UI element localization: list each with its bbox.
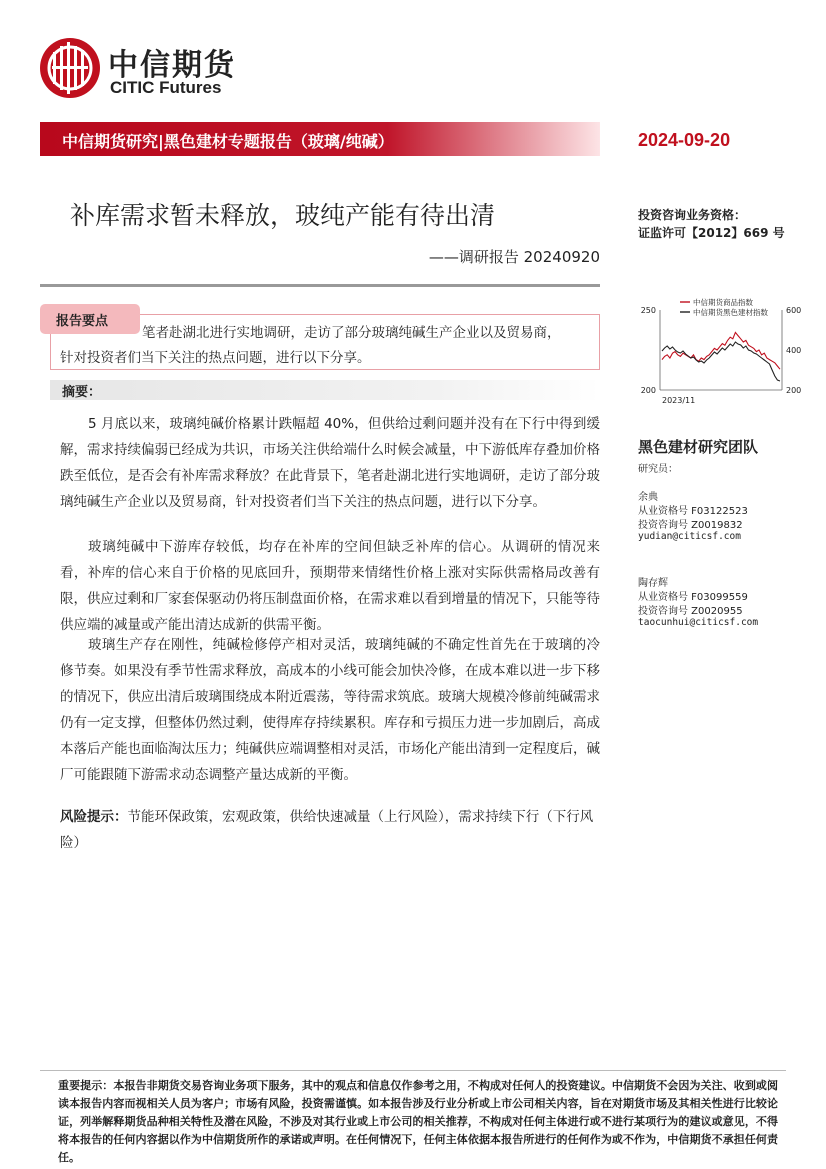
abstract-header	[50, 380, 600, 400]
key-points-line-1: 笔者赴湖北进行实地调研，走访了部分玻璃纯碱生产企业以及贸易商，	[142, 325, 561, 341]
researcher-1-advisory: 投资咨询号 Z0019832	[638, 520, 743, 531]
chart-left-tick-0: 200	[640, 386, 656, 395]
banner-text: 中信期货研究|黑色建材专题报告（玻璃/纯碱）	[62, 132, 394, 151]
researcher-2-name: 陶存辉	[638, 578, 668, 589]
chart-right-tick-1: 400	[786, 346, 802, 355]
researcher-1-name: 余典	[638, 492, 658, 503]
citic-emblem-icon	[38, 36, 102, 100]
chart-series-line-0	[662, 332, 780, 369]
researcher-2-email[interactable]: taocunhui@citicsf.com	[638, 617, 759, 628]
report-title: 补库需求暂未释放，玻纯产能有待出清	[70, 201, 496, 230]
researcher-2-license: 从业资格号 F03099559	[638, 592, 748, 603]
index-chart-svg	[632, 296, 808, 412]
footer-divider	[40, 1070, 786, 1071]
chart-right-tick-0: 200	[786, 386, 802, 395]
title-divider	[40, 284, 600, 287]
risk-warning	[60, 804, 600, 856]
qualification-license: 证监许可【2012】669 号	[638, 226, 785, 240]
logo-english-name: CITIC Futures	[110, 78, 222, 97]
risk-label: 风险提示：	[60, 809, 128, 825]
risk-text: 节能环保政策，宏观政策，供给快速减量（上行风险），需求持续下行（下行风险）	[60, 809, 594, 851]
chart-legend-label-0: 中信期货商品指数	[693, 298, 753, 307]
logo-chinese-name: 中信期货	[108, 48, 236, 83]
researcher-label: 研究员：	[638, 464, 678, 475]
researcher-1-license: 从业资格号 F03122523	[638, 506, 748, 517]
team-title: 黑色建材研究团队	[638, 438, 759, 456]
report-category-banner	[40, 122, 600, 156]
chart-legend-label-1: 中信期货黑色建材指数	[693, 308, 768, 317]
researcher-2-advisory: 投资咨询号 Z0020955	[638, 606, 743, 617]
index-chart	[632, 296, 808, 412]
researcher-1-email[interactable]: yudian@citicsf.com	[638, 531, 741, 542]
chart-series-line-1	[662, 342, 780, 381]
abstract-paragraph-3: 玻璃生产存在刚性，纯碱检修停产相对灵活，玻璃纯碱的不确定性首先在于玻璃的冷修节奏。如果没有季节性需求释放，高成本的小线可能会加快冷修，在成本难以进一步下移的情况下，供应出清后玻璃围绕成本附近震荡，等待需求筑底。玻璃大规模冷修前纯碱需求仍有一定支撑，但整体仍然过剩，使得库存持续累积。库存和亏损压力进一步加剧后，高成本落后产能也面临淘汰压力；纯碱供应端调整相对灵活，市场化产能出清到一定程度后，碱厂可能跟随下游需求动态调整产量达成新的平衡。	[60, 637, 600, 783]
chart-x-tick-start: 2023/11	[662, 396, 696, 405]
key-points-tag	[40, 304, 140, 334]
company-logo	[38, 36, 258, 106]
abstract-label: 摘要：	[62, 385, 102, 400]
abstract-paragraph-1: 5 月底以来，玻璃纯碱价格累计跌幅超 40%，但供给过剩问题并没有在下行中得到缓解，需求持续偏弱已经成为共识，市场关注供给端什么时候会减量，中下游低库存叠加价格跌至低位，是否会有补库需求释放？在此背景下，笔者赴湖北进行实地调研，走访了部分玻璃纯碱生产企业以及贸易商，针对投资者们当下关注的热点问题，进行以下分享。	[60, 416, 600, 510]
report-date: 2024-09-20	[638, 130, 731, 150]
qualification-label: 投资咨询业务资格：	[638, 208, 747, 222]
chart-right-tick-2: 600	[786, 306, 802, 315]
report-subtitle: ——调研报告 20240920	[428, 248, 600, 266]
chart-left-tick-1: 250	[640, 306, 656, 315]
key-points-line-2: 针对投资者们当下关注的热点问题，进行以下分享。	[60, 350, 371, 366]
abstract-paragraph-2: 玻璃纯碱中下游库存较低，均存在补库的空间但缺乏补库的信心。从调研的情况来看，补库的信心来自于价格的见底回升，预期带来情绪性价格上涨对实际供需格局改善有限，供应过剩和厂家套保驱动仍将压制盘面价格，在需求难以看到增量的情况下，只能等待供应端的减量或产能出清达成新的供需平衡。	[60, 539, 600, 633]
disclaimer: 重要提示：本报告非期货交易咨询业务项下服务，其中的观点和信息仅作参考之用，不构成对任何人的投资建议。中信期货不会因为关注、收到或阅读本报告内容而视相关人员为客户；市场有风险，投资需谨慎。如本报告涉及行业分析或上市公司相关内容，旨在对期货市场及其相关性进行比较论证，列举解释期货品种相关特性及潜在风险，不涉及对其行业或上市公司的相关推荐，不构成对任何主体进行或不进行某项行为的建议或意见，不得将本报告的任何内容据以作为中信期货所作的承诺或声明。在任何情况下，任何主体依据本报告所进行的任何作为或不作为，中信期货不承担任何责任。	[58, 1079, 778, 1164]
key-points-tag-label: 报告要点	[56, 314, 109, 329]
